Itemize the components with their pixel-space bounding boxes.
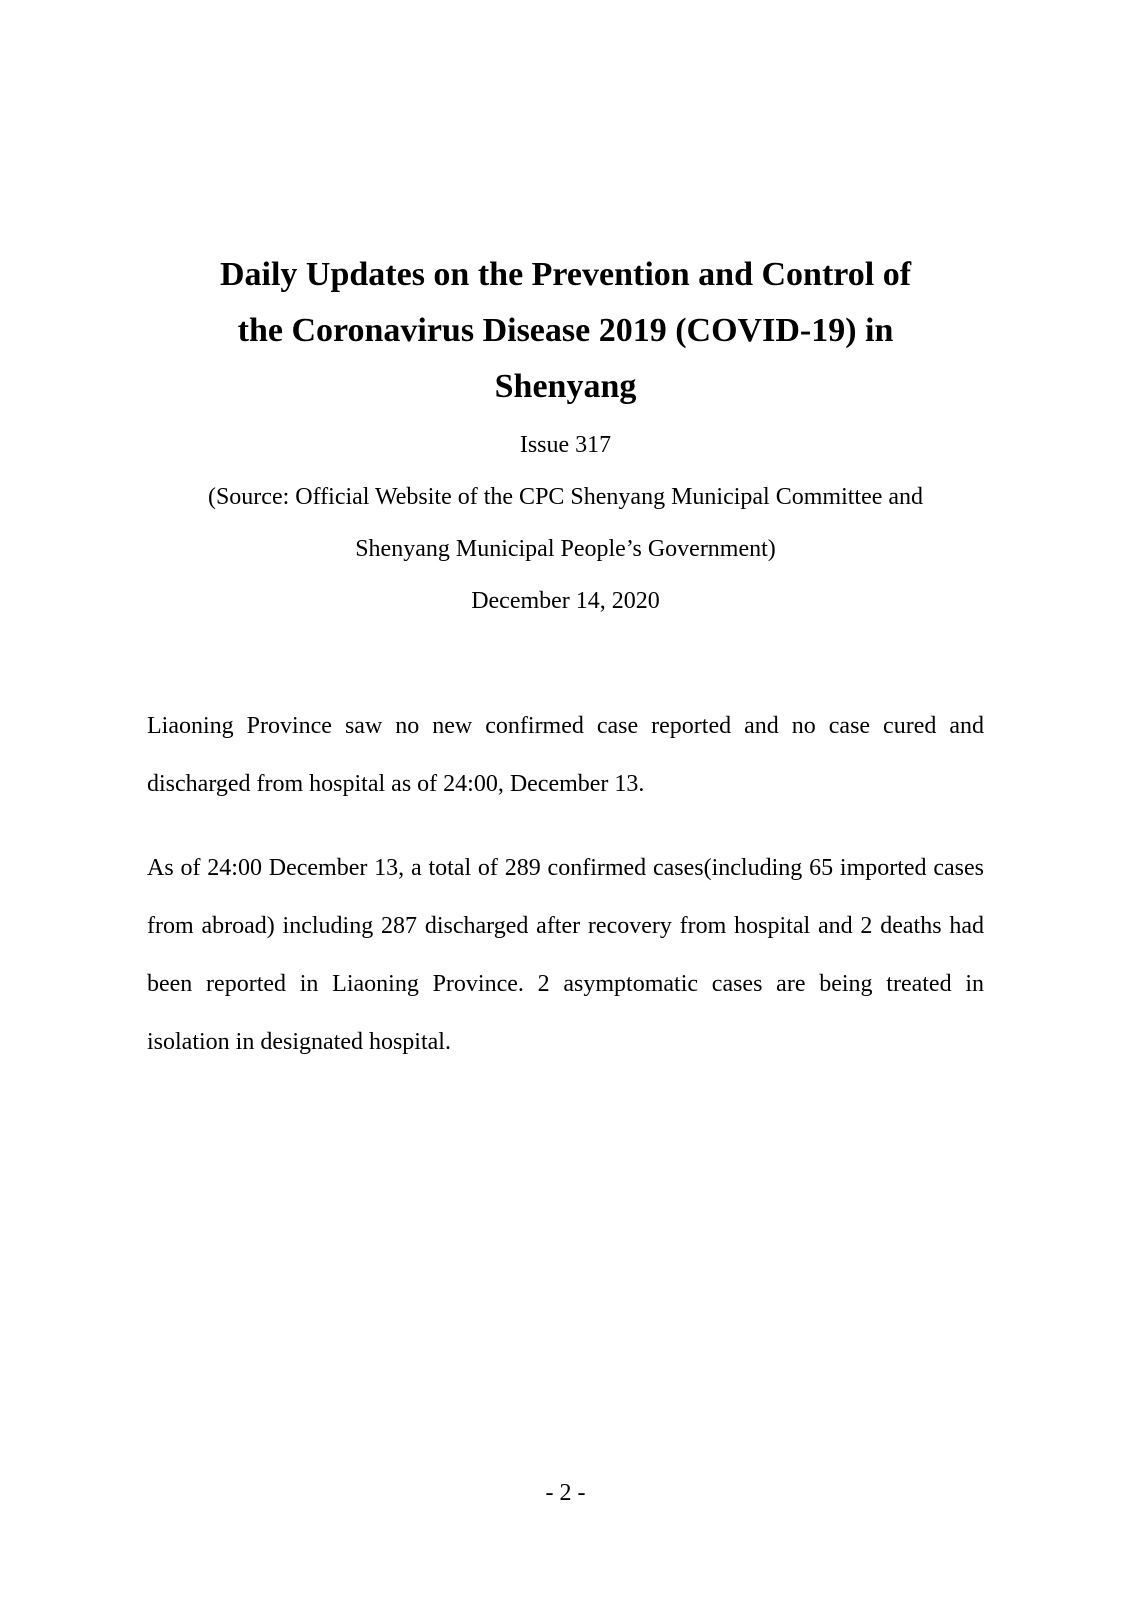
- issue-number: Issue 317: [519, 432, 612, 458]
- paragraph-1: Liaoning Province saw no new confirmed case reported and no case cured and discharged from hospital as of 24:00, December 13.: [147, 713, 984, 797]
- publication-date: December 14, 2020: [471, 588, 660, 614]
- title-line-3: Shenyang: [494, 368, 637, 405]
- source-line-1: (Source: Official Website of the CPC Shenyang Municipal Committee and: [207, 484, 924, 510]
- paragraph-2: As of 24:00 December 13, a total of 289 confirmed cases(including 65 imported cases from abroad) including 287 discharged after recovery from hospital and 2 deaths had been reported in Liaoning Province. 2 asymptomatic cases are being treated in isolation in designated hospital.: [147, 855, 984, 1055]
- page-number: - 2 -: [545, 1480, 586, 1506]
- document-meta: [147, 419, 984, 627]
- title-line-1: Daily Updates on the Prevention and Control of: [219, 256, 912, 293]
- title-line-2: the Coronavirus Disease 2019 (COVID-19) in: [237, 312, 894, 349]
- source-line-2: Shenyang Municipal People’s Government): [355, 536, 776, 562]
- document-title: [147, 247, 984, 415]
